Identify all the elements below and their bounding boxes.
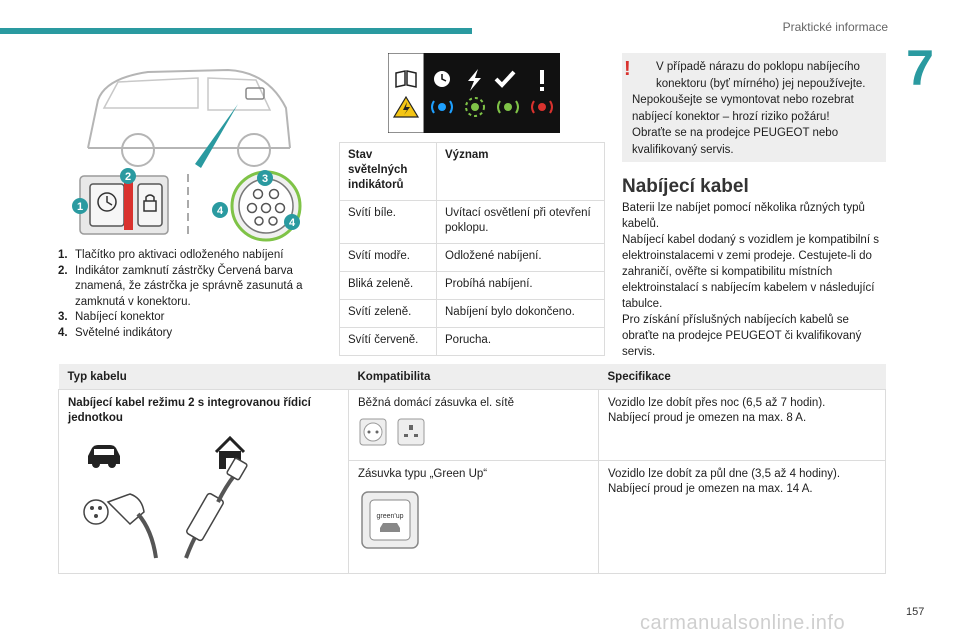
specification-cell: Vozidlo lze dobít za půl dne (3,5 až 4 hodiny). Nabíjecí proud je omezen na max. 14 A. — [599, 460, 886, 573]
callout-3 — [257, 170, 273, 186]
compatibility-cell: Běžná domácí zásuvka el. sítě — [349, 390, 599, 461]
header-bar — [0, 28, 472, 34]
warning-box — [622, 53, 886, 162]
watermark: carmanualsonline.info — [640, 612, 846, 634]
callout-4-right — [284, 214, 300, 230]
clock-icon — [434, 71, 450, 87]
diagram-legend — [58, 248, 328, 341]
svg-text:green'up: green'up — [376, 512, 404, 520]
section-heading: Nabíjecí kabel — [622, 176, 749, 197]
warning-text-2: Nepokoušejte se vymontovat nebo rozebrat nabíjecí konektor – hrozí riziko požáru! — [632, 94, 854, 123]
table-row — [59, 390, 886, 461]
table-row: Svítí červeně. Porucha. — [340, 328, 605, 356]
green-up-socket-icon — [358, 490, 422, 550]
callout-4-left — [212, 202, 228, 218]
table-header-row — [340, 143, 605, 201]
socket-type-e-icon — [360, 419, 386, 445]
section-title: Praktické informace — [782, 20, 888, 34]
callout-1 — [72, 198, 88, 214]
table-row: Bliká zeleně. Probíhá nabíjení. — [340, 272, 605, 300]
legend-item-4: 4. Světelné indikátory — [58, 326, 173, 339]
cable-type-cell: Nabíjecí kabel režimu 2 s integrovanou řídicí jednotkou — [59, 390, 349, 574]
indicator-icons-panel — [388, 53, 560, 133]
exclamation-icon — [540, 70, 544, 91]
svg-text:1: 1 — [76, 201, 84, 213]
warning-text-3: Obraťte se na prodejce PEUGEOT nebo kvalifikovaný servis. — [632, 127, 839, 156]
callout-2 — [120, 168, 136, 184]
chapter-number: 7 — [906, 40, 934, 96]
svg-text:2: 2 — [124, 171, 132, 183]
cable-description: Baterii lze nabíjet pomocí několika různých typů kabelů. Nabíjecí kabel dodaný s vozidlem je kompatibilní s elektroinstalacemi v zemi prodeje. Cestujete-li do zahraničí, ověřte si kompatibilitu místních elektroinstalací s nabíjecím kabelem v následující tabulce. Pro získání příslušných nabíjecích kabelů se obraťte na prodejce PEUGEOT či kvalifikovaný servis. — [622, 202, 879, 358]
cable-compatibility-table — [58, 364, 886, 574]
warning-exclamation-icon: ! — [624, 58, 631, 80]
charging-port-diagram — [58, 48, 328, 244]
svg-text:3: 3 — [261, 173, 269, 185]
table-row: Svítí zeleně. Nabíjení bylo dokončeno. — [340, 300, 605, 328]
table-row: Svítí modře. Odložené nabíjení. — [340, 244, 605, 272]
specification-cell: Vozidlo lze dobít přes noc (6,5 až 7 hodin). Nabíjecí proud je omezen na max. 8 A. — [599, 390, 886, 461]
table-header-row — [59, 364, 886, 390]
page-number: 157 — [906, 606, 925, 618]
car-icon — [88, 445, 120, 468]
col-meaning-header: Význam — [437, 143, 605, 201]
col-state-header: Stav světelných indikátorů — [340, 143, 437, 201]
control-box-icon — [186, 458, 248, 558]
mode2-cable-illustration — [68, 432, 268, 562]
svg-text:4: 4 — [288, 217, 296, 229]
col-compatibility: Kompatibilita — [349, 364, 599, 390]
type2-plug-icon — [84, 494, 156, 558]
indicator-status-table — [339, 142, 605, 356]
domestic-socket-icons — [358, 417, 438, 447]
socket-type-g-icon — [398, 419, 424, 445]
compatibility-cell: Zásuvka typu „Green Up“ green'up — [349, 460, 599, 573]
warning-text-1: V případě nárazu do poklopu nabíjecího konektoru (byť mírného) jej nepoužívejte. — [656, 61, 866, 90]
legend-item-2: 2. Indikátor zamknutí zástrčky Červená barva znamená, že zástrčka je správně zasunutá a zamknutá v konektoru. — [58, 264, 303, 308]
legend-item-3: 3. Nabíjecí konektor — [58, 311, 165, 323]
col-specification: Specifikace — [599, 364, 886, 390]
table-row: Svítí bíle. Uvítací osvětlení při otevření poklopu. — [340, 201, 605, 244]
col-cable-type: Typ kabelu — [59, 364, 349, 390]
svg-text:4: 4 — [216, 205, 224, 217]
legend-item-1: 1. Tlačítko pro aktivaci odloženého nabíjení — [58, 249, 284, 261]
